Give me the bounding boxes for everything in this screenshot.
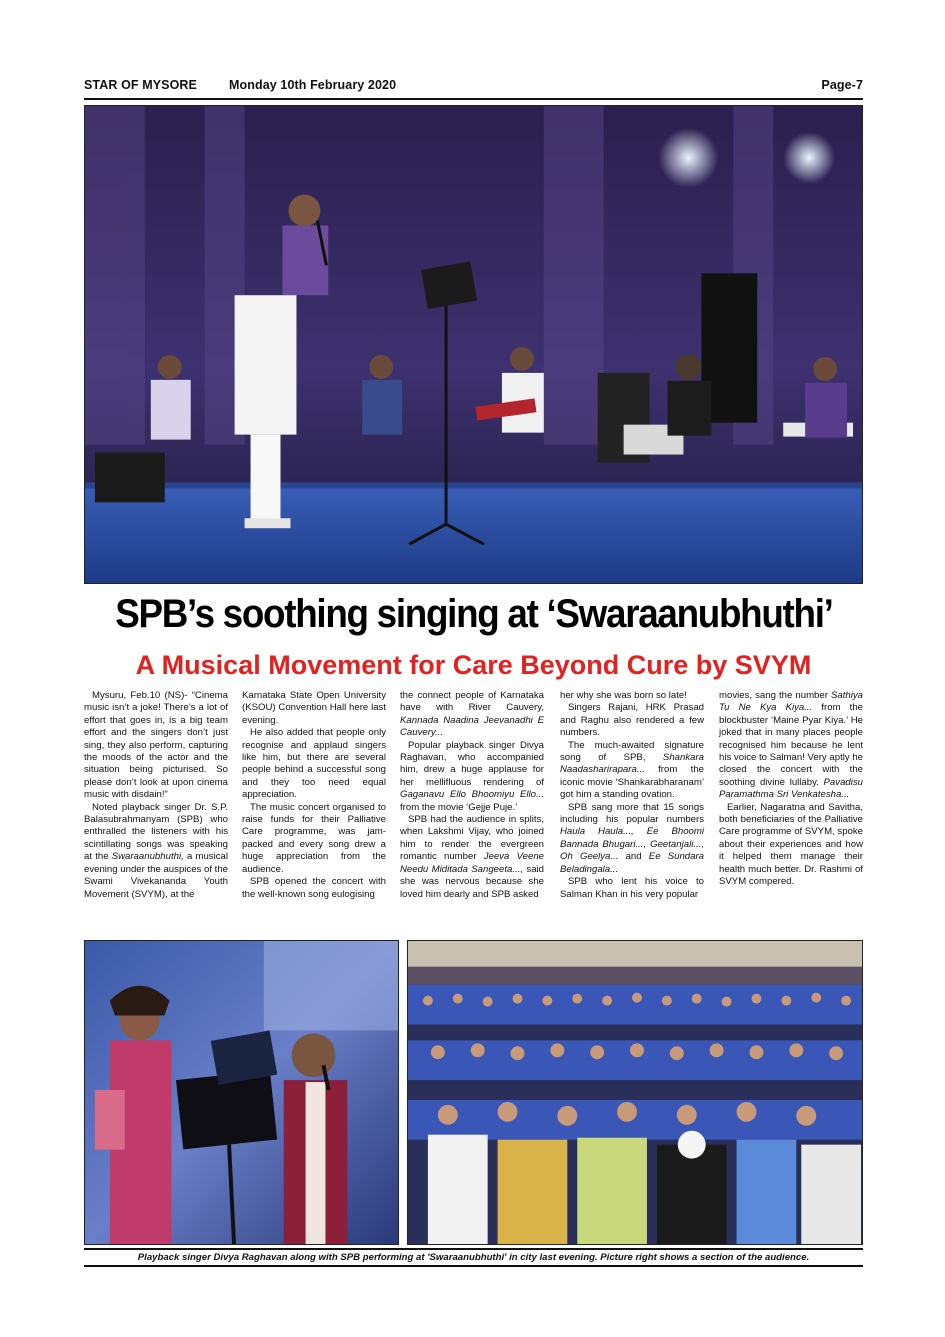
article-paragraph: Popular playback singer Divya Raghavan, who accompanied him, drew a huge applause for her mellifluous rendering of Gaganavu Ello Bhoomiyu Ello... from the movie ‘Gejje Puje.’ [400,739,544,813]
article-paragraph: Earlier, Nagaratna and Savitha, both beneficiaries of the Palliative Care programme of SVYM, spoke about their experiences and how it helped them manage their health much better. Dr. Rashmi of SVYM compered. [719,801,863,888]
caption-rule-top [84,1248,863,1250]
article-paragraph: the connect people of Karnataka have with River Cauvery, Kannada Naadina Jeevanadhi E Cauvery... [400,690,544,739]
subheadline: A Musical Movement for Care Beyond Cure by SVYM [135,650,812,680]
concert-stage-photo [84,105,863,584]
page-number: Page-7 [821,78,863,92]
article-column-4 [560,690,704,901]
singers-photo [84,940,399,1245]
article-paragraph: The much-awaited signature song of SPB, Shankara Naadasharirapara... from the iconic movie ‘Shankarabharanam’ got him a standing ovation. [560,739,704,801]
article-paragraph: SPB opened the concert with the well-known song eulogising [242,876,386,900]
article-paragraph: He also added that people only recognise and applaud singers like him, but there are several people behind a successful song and they too need equal appreciation. [242,727,386,801]
caption-rule-bottom [84,1265,863,1267]
article-paragraph: movies, sang the number Sathiya Tu Ne Kya Kiya... from the blockbuster ‘Maine Pyar Kiya.’ He joked that in many places people recognised him because he lent his voice to Salman! Very aptly he closed the concert with the soothing divine lullaby. Pavadisu Paramathma Sri Venkatesha... [719,690,864,801]
article-paragraph: Karnataka State Open University (KSOU) Convention Hall here last evening. [242,690,386,726]
article-column-1 [84,690,228,901]
article-paragraph: SPB sang more that 15 songs including his popular numbers Haula Haula..., Ee Bhoomi Bannada Bhugari..., Geetanjali..., Oh Geelya... and Ee Sundara Beladingala... [560,801,704,875]
article-paragraph: The music concert organised to raise funds for their Palliative Care programme, was jam-packed and every song drew a huge appreciation from the audience. [242,801,386,875]
article-paragraph: Noted playback singer Dr. S.P. Balasubrahmanyam (SPB) who enthralled the listeners with his scintillating songs was speaking at the Swaraanubhuthi, a musical evening under the auspices of the Swami Vivekananda Youth Movement (SVYM), at the [84,801,229,900]
article-paragraph: Singers Rajani, HRK Prasad and Raghu also rendered a few numbers. [560,702,704,739]
article-paragraph: Mysuru, Feb.10 (NS)- “Cinema music isn’t a joke! There’s a lot of effort that goes in, is a big team effort and the singers don’t just sing, they also perform, capturing the moods of the actor and the situation being picturised. So please don’t look at upon cinema music with disdain!” [84,690,228,801]
article-column-2 [242,690,386,901]
article-column-5 [719,690,863,889]
headline: SPB’s soothing singing at ‘Swaraanubhuthi’ [115,592,833,636]
issue-date: Monday 10th February 2020 [229,78,397,92]
masthead-rule [84,98,863,100]
article-paragraph: her why she was born so late! [560,690,687,701]
photo-caption: Playback singer Divya Raghavan along with SPB performing at 'Swaraanubhuthi' in city last evening. Picture right shows a section of the audience. [137,1252,810,1263]
newspaper-name: STAR OF MYSORE [84,78,197,92]
article-column-3 [400,690,544,901]
audience-photo [407,940,863,1245]
article-paragraph: SPB who lent his voice to Salman Khan in his very popular [560,876,704,900]
article-paragraph: SPB had the audience in splits, when Lakshmi Vijay, who joined him to render the evergreen romantic number Jeeva Veene Needu Miditada Sangeeta..., said she was nervous because she loved him dearly and SPB asked [400,814,545,900]
masthead [84,78,863,96]
